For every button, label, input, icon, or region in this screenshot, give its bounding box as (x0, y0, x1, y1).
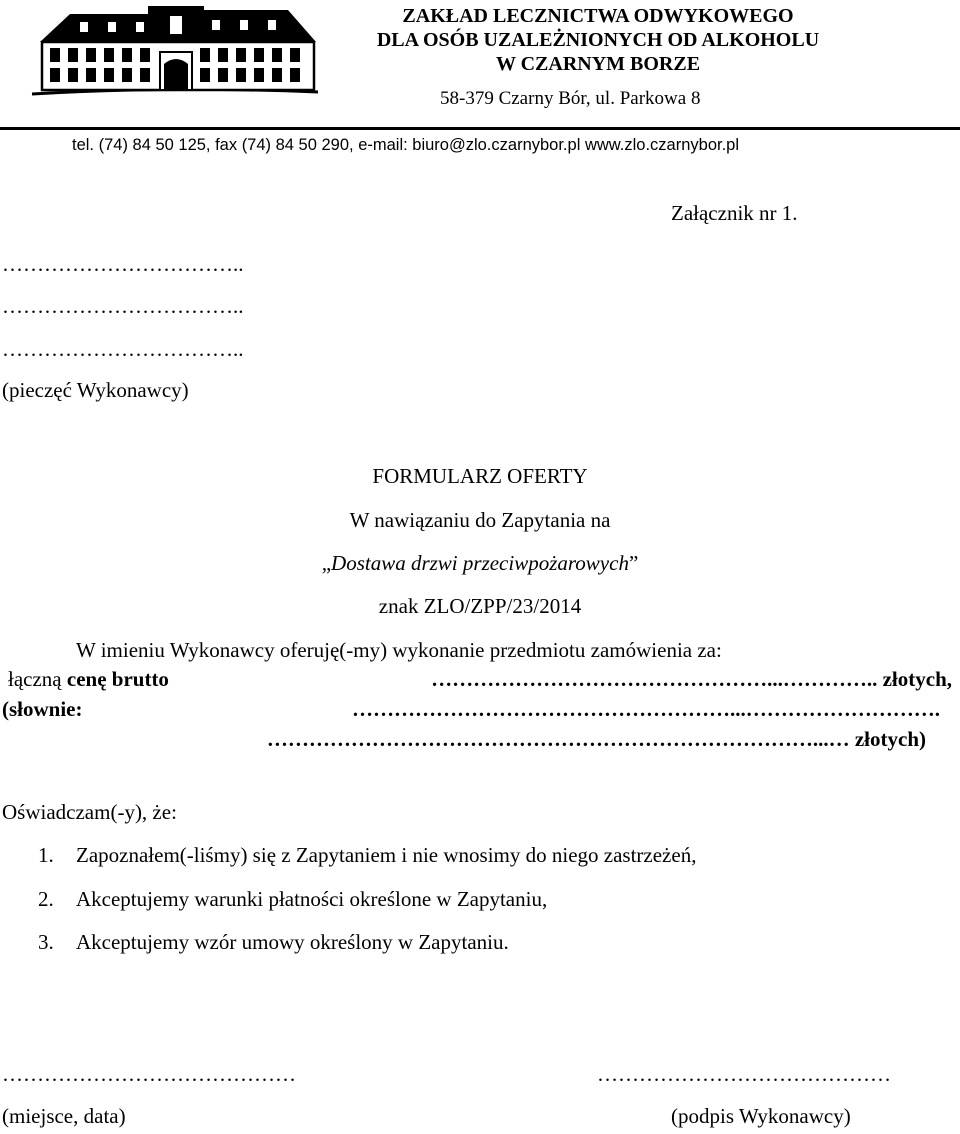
price-label-bold: cenę brutto (66, 667, 169, 691)
price-currency: złotych, (877, 667, 952, 691)
words-field-line-2[interactable] (2, 727, 926, 752)
declarations-intro: Oświadczam(-y), że: (2, 800, 177, 824)
price-line (8, 667, 169, 692)
price-amount-field[interactable] (216, 667, 952, 692)
declaration-1-number: 1. (38, 843, 54, 867)
words-label: (słownie: (2, 697, 83, 721)
words-field[interactable]: ………………………………………………...………………………. (352, 697, 940, 721)
stamp-label: (pieczęć Wykonawcy) (2, 378, 189, 402)
attachment-label: Załącznik nr 1. (671, 201, 798, 225)
words-currency: złotych) (849, 727, 926, 751)
declaration-3-text: Akceptujemy wzór umowy określony w Zapytaniu. (76, 930, 509, 954)
form-reference: znak ZLO/ZPP/23/2014 (378, 594, 582, 618)
institution-name-line-2: DLA OSÓB UZALEŻNIONYCH OD ALKOHOLU (376, 29, 820, 51)
form-title: FORMULARZ OFERTY (372, 464, 588, 488)
institution-contact: tel. (74) 84 50 125, fax (74) 84 50 290, e-mail: biuro@zlo.czarnybor.pl www.zlo.czarnybor.pl (72, 136, 740, 154)
institution-name-line-1: ZAKŁAD LECZNICTWA ODWYKOWEGO (402, 5, 794, 27)
header-divider (0, 127, 960, 130)
institution-name-line-3: W CZARNYM BORZE (495, 53, 701, 75)
price-dots: …………………………………………...………….. (431, 667, 878, 691)
declaration-2-text: Akceptujemy warunki płatności określone w Zapytaniu, (76, 887, 548, 911)
price-label-normal: łączną (8, 667, 67, 691)
offer-intro: W imieniu Wykonawcy oferuję(-my) wykonanie przedmiotu zamówienia za: (76, 638, 722, 662)
subject-title: Dostawa drzwi przeciwpożarowych (331, 551, 629, 575)
stamp-dot-line-1: …………………………….. (2, 252, 244, 276)
signature-label: (podpis Wykonawcy) (671, 1104, 851, 1128)
institution-address: 58-379 Czarny Bór, ul. Parkowa 8 (440, 88, 701, 109)
place-date-field[interactable]: …………………………………… (2, 1062, 296, 1086)
stamp-dot-line-2: …………………………….. (2, 294, 244, 318)
place-date-label: (miejsce, data) (2, 1104, 126, 1128)
declaration-3-number: 3. (38, 930, 54, 954)
declaration-1-text: Zapoznałem(-liśmy) się z Zapytaniem i nie wnosimy do niego zastrzeżeń, (76, 843, 697, 867)
subject-close-quote: ” (628, 551, 639, 575)
declaration-2-number: 2. (38, 887, 54, 911)
stamp-dot-line-3: …………………………….. (2, 337, 244, 361)
words-dots-2: ……………………………………………………………………...… (266, 727, 850, 751)
subject-open-quote: „ (321, 551, 332, 575)
building-logo-icon (30, 2, 320, 100)
form-subtitle: W nawiązaniu do Zapytania na (349, 508, 611, 532)
signature-field[interactable]: …………………………………… (597, 1062, 891, 1086)
form-subject (0, 551, 960, 576)
